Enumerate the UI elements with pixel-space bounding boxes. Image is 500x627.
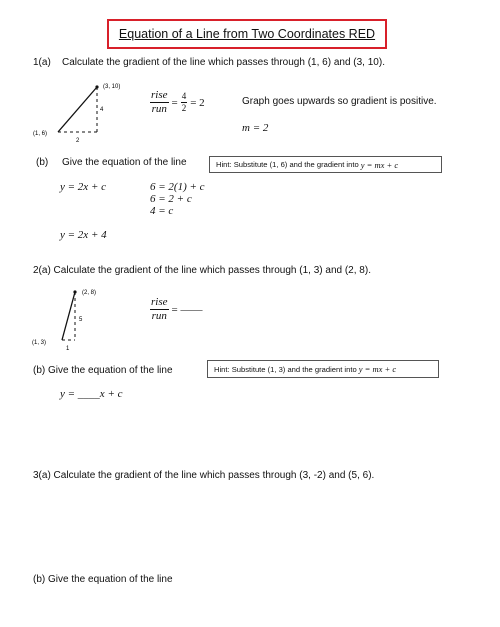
- q2-gradient-calc: [150, 297, 202, 322]
- q2b-question: (b) Give the equation of the line: [33, 365, 173, 376]
- q1-hint-math: y = mx + c: [360, 159, 399, 170]
- q2-graph: [28, 282, 118, 357]
- q1-hint-box: [209, 156, 442, 173]
- q3a-question: 3(a) Calculate the gradient of the line which passes through (3, -2) and (5, 6).: [33, 470, 375, 481]
- q2-hint-box: [207, 360, 439, 378]
- q1-result: = 2: [190, 96, 205, 109]
- q1-graph: [25, 78, 135, 148]
- q1-gradient-calc: [150, 90, 205, 115]
- q1b-question: Give the equation of the line: [62, 157, 187, 168]
- q1-work-line-2: 6 = 2 + c: [150, 193, 192, 205]
- q1-working: [150, 181, 205, 217]
- q1-final-equation: y = 2x + 4: [60, 229, 107, 241]
- q2-hint-text: Hint: Substitute (1, 3) and the gradient into: [214, 364, 357, 374]
- q2-hint-math: y = mx + c: [358, 364, 397, 374]
- q1a-question: Calculate the gradient of the line which passes through (1, 6) and (3, 10).: [62, 57, 385, 68]
- q1-general-equation: y = 2x + c: [60, 181, 106, 193]
- q1-value-fraction: [181, 92, 188, 113]
- q1-graph-line: [58, 87, 97, 132]
- q1-val-den: 2: [181, 103, 187, 113]
- q1-frac-den: run: [151, 103, 167, 115]
- q2-rise-run-fraction: [150, 297, 169, 322]
- q2-graph-bottom-label: (1, 3): [32, 340, 47, 346]
- q1a-number: 1(a): [33, 57, 51, 68]
- q1b-number: (b): [36, 157, 49, 168]
- q1-graph-rise-label: 4: [100, 107, 104, 113]
- q1-graph-run-label: 2: [76, 138, 80, 144]
- q1-work-line-1: 6 = 2(1) + c: [150, 181, 205, 193]
- q2-graph-rise-label: 5: [79, 317, 83, 323]
- q1-graph-top-label: (3, 10): [103, 84, 121, 90]
- q1-m-equation: m = 2: [242, 122, 269, 134]
- q1-work-line-3: 4 = c: [150, 205, 174, 217]
- q2-graph-top-label: (2, 8): [82, 290, 97, 296]
- q1-equals: =: [171, 96, 178, 109]
- q2-graph-run-label: 1: [66, 346, 70, 352]
- q1-note: Graph goes upwards so gradient is positive.: [242, 96, 437, 107]
- q1-val-num: 4: [181, 91, 187, 101]
- q2-frac-den: run: [151, 310, 167, 322]
- q2-graph-line: [62, 292, 75, 340]
- q2-frac-num: rise: [151, 296, 168, 308]
- q1-frac-num: rise: [151, 89, 168, 101]
- q1-hint-text: Hint: Substitute (1, 6) and the gradient into: [216, 160, 359, 169]
- q2-blank-equation: y = ____x + c: [60, 388, 123, 400]
- q3b-question: (b) Give the equation of the line: [33, 574, 173, 585]
- q2a-question: 2(a) Calculate the gradient of the line which passes through (1, 3) and (2, 8).: [33, 265, 371, 276]
- q1-graph-bottom-label: (1, 6): [33, 131, 48, 137]
- q1-rise-run-fraction: [150, 90, 169, 115]
- title-box: [107, 19, 387, 49]
- q2-equals-blank: = ——: [171, 303, 203, 316]
- page-title: Equation of a Line from Two Coordinates RED: [118, 27, 376, 41]
